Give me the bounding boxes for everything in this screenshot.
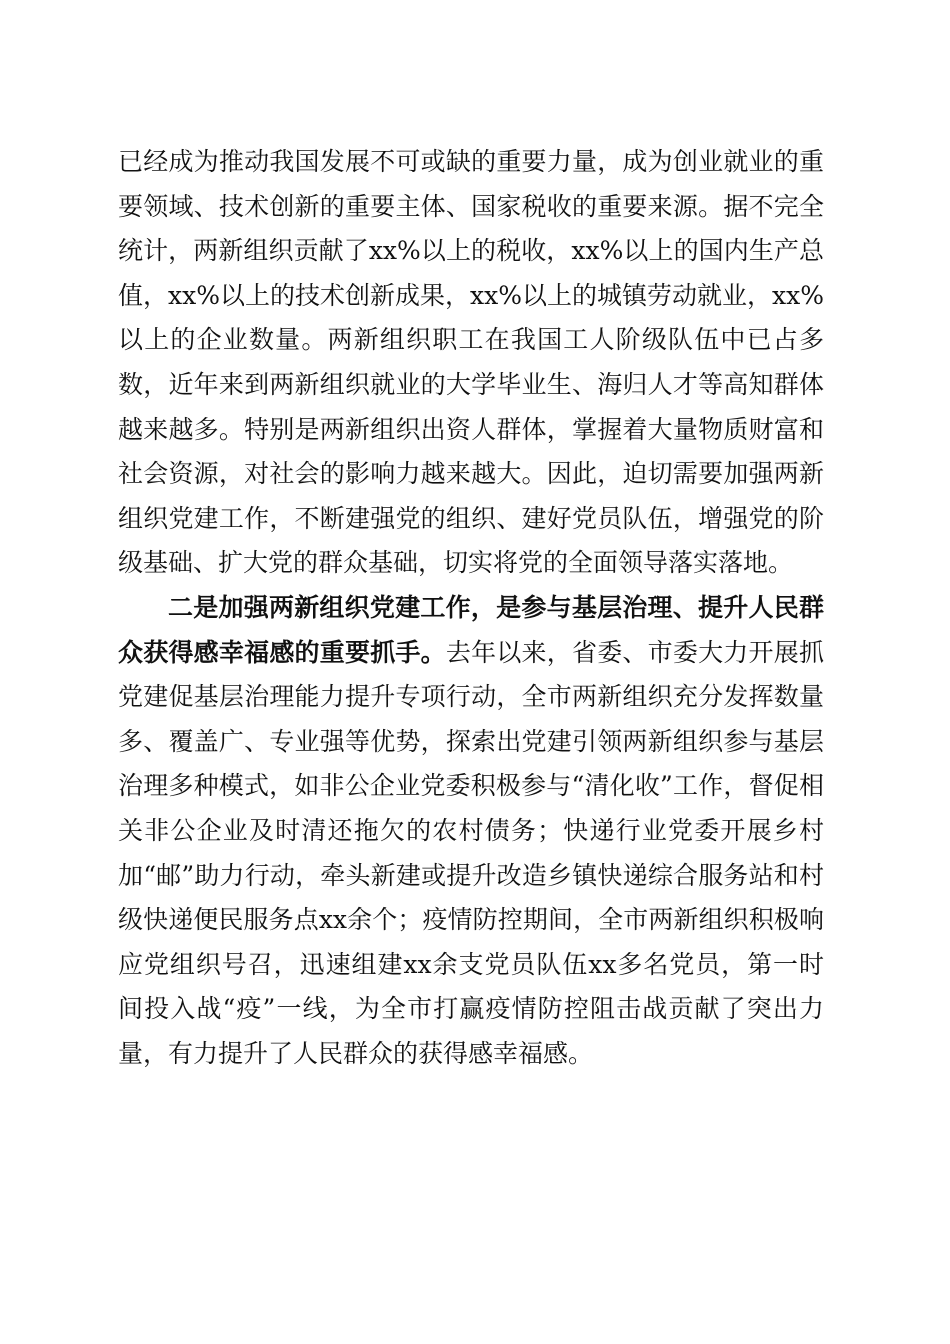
paragraph-continued	[118, 140, 824, 586]
paragraph-text: 去年以来，省委、市委大力开展抓党建促基层治理能力提升专项行动，全市两新组织充分发挥数量多、覆盖广、专业强等优势，探索出党建引领两新组织参与基层治理多种模式，如非公企业党委积极参与“清化收”工作，督促相关非公企业及时清还拖欠的农村债务；快递行业党委开展乡村加“邮”助力行动，牵头新建或提升改造乡镇快递综合服务站和村级快递便民服务点xx余个；疫情防控期间，全市两新组织积极响应党组织号召，迅速组建xx余支党员队伍xx多名党员，第一时间投入战“疫”一线，为全市打赢疫情防控阻击战贡献了突出力量，有力提升了人民群众的获得感幸福感。	[118, 637, 824, 1068]
document-body	[118, 140, 824, 1076]
paragraph-point-two	[118, 586, 824, 1077]
paragraph-text: 已经成为推动我国发展不可或缺的重要力量，成为创业就业的重要领域、技术创新的重要主体、国家税收的重要来源。据不完全统计，两新组织贡献了xx%以上的税收，xx%以上的国内生产总值，xx%以上的技术创新成果，xx%以上的城镇劳动就业，xx%以上的企业数量。两新组织职工在我国工人阶级队伍中已占多数，近年来到两新组织就业的大学毕业生、海归人才等高知群体越来越多。特别是两新组织出资人群体，掌握着大量物质财富和社会资源，对社会的影响力越来越大。因此，迫切需要加强两新组织党建工作，不断建强党的组织、建好党员队伍，增强党的阶级基础、扩大党的群众基础，切实将党的全面领导落实落地。	[118, 147, 824, 578]
paragraph-lead-heading: 二是加强两新组织党建工作，是参与基层治理、提升人民群众获得感幸福感的重要抓手。	[118, 592, 824, 667]
